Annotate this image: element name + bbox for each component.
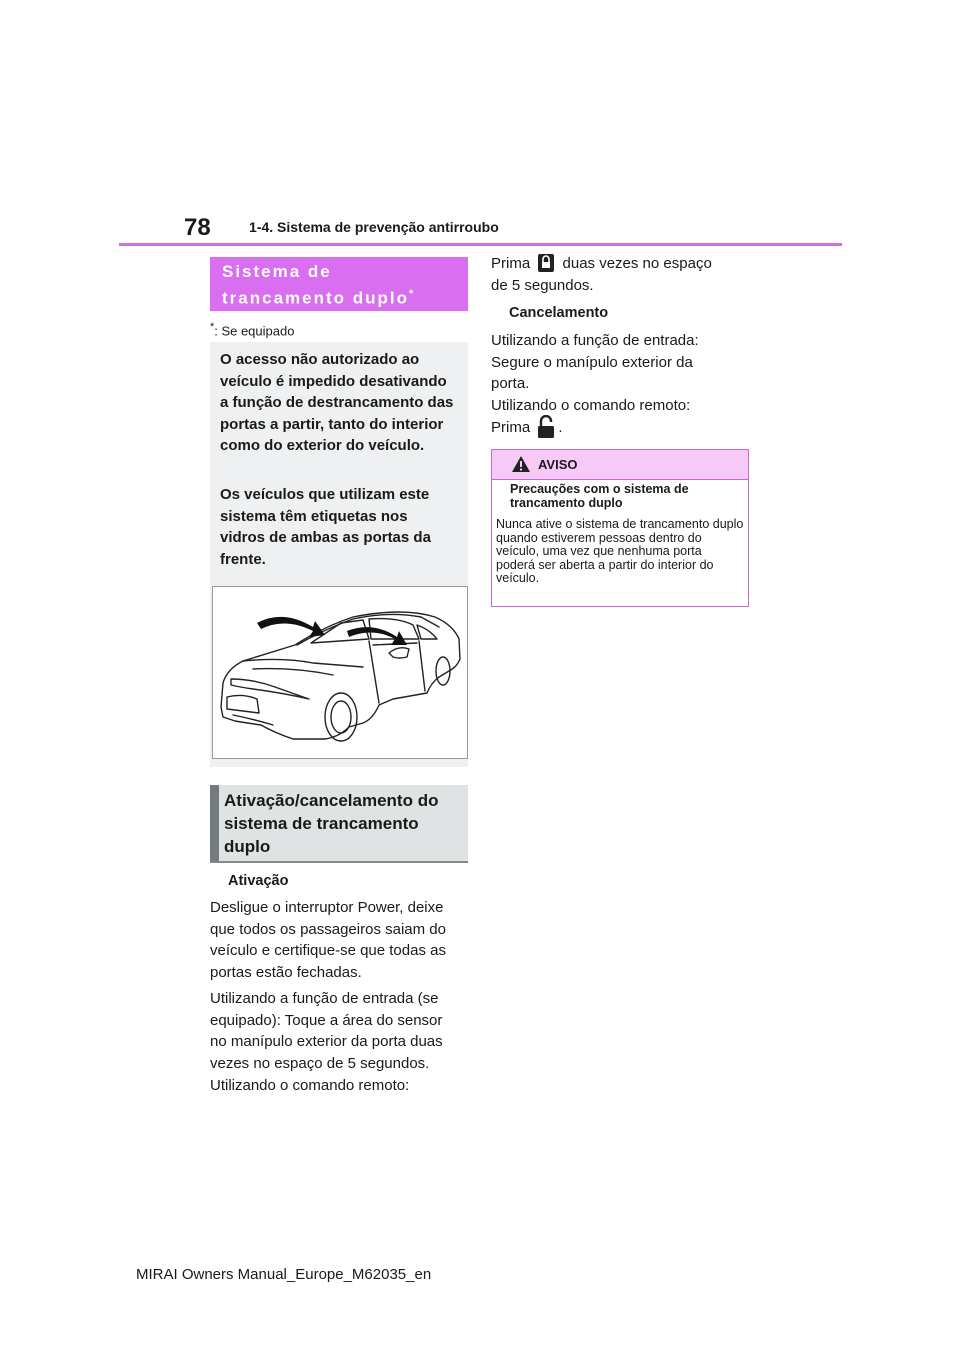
cancellation-paragraph: [491, 330, 749, 439]
section-heading-line2: trancamento duplo: [222, 288, 410, 308]
activation-paragraph-2: [210, 988, 468, 1097]
section-header: 1-4. Sistema de prevenção antirroubo: [249, 219, 499, 235]
cancellation-title: Cancelamento: [509, 305, 609, 321]
subsection-heading: [210, 785, 468, 863]
activation-title: Ativação: [228, 873, 289, 889]
lock-icon: [534, 251, 558, 273]
subsection-heading-title: Ativação/cancelamento do sistema de trancamento duplo: [224, 791, 439, 856]
cancel-press-prefix: Prima: [491, 418, 531, 436]
activation-line-5: Utilizando o comando remoto:: [210, 1076, 410, 1094]
cancellation-line-4: Utilizando o comando remoto:: [491, 397, 691, 415]
subsection-heading-bar: [210, 785, 219, 861]
unlock-icon: [534, 415, 558, 437]
press-suffix-1: duas vezes no espaço: [562, 255, 712, 272]
press-suffix-2: de 5 segundos.: [491, 277, 594, 295]
warning-subtitle: Precauções com o sistema de trancamento duplo: [510, 482, 689, 510]
cancellation-line-3: porta.: [491, 375, 530, 393]
cancellation-line-1: Utilizando a função de entrada:: [491, 332, 699, 349]
page-number: 78: [184, 214, 211, 241]
footer-text: MIRAI Owners Manual_Europe_M62035_en: [136, 1266, 432, 1283]
intro-paragraph-1: O acesso não autorizado ao veículo é impedido desativando a função de destrancamento das portas a partir, tanto do interior como do exterior do veículo.: [220, 351, 454, 455]
intro-paragraph-2: Os veículos que utilizam este sistema têm etiquetas nos vidros de ambas as portas da frente.: [220, 486, 431, 568]
activation-line-2: equipado): Toque a área do sensor: [210, 1011, 443, 1029]
header-rule: [119, 243, 842, 246]
press-prefix: Prima: [491, 255, 531, 272]
cancel-press-suffix: .: [558, 418, 563, 436]
section-heading-line1: Sistema de: [222, 262, 332, 281]
footnote-text: : Se equipado: [214, 323, 295, 339]
footnote: [210, 321, 294, 338]
section-heading-marker: *: [409, 288, 416, 300]
activation-press-paragraph: [491, 253, 749, 297]
activation-line-1: Utilizando a função de entrada (se: [210, 990, 439, 1007]
warning-header: [492, 450, 748, 480]
warning-text: Nunca ative o sistema de trancamento duplo quando estiverem pessoas dentro do veículo, uma vez que nenhuma porta poderá ser aberta a partir do interior do veículo.: [496, 517, 744, 585]
activation-paragraph-1: Desligue o interruptor Power, deixe que todos os passageiros saiam do veículo e certifique-se que todas as portas estão fechadas.: [210, 899, 446, 982]
section-heading: [210, 257, 468, 311]
activation-line-3: no manípulo exterior da porta duas: [210, 1033, 443, 1051]
footnote-marker: *: [210, 321, 215, 333]
activation-line-4: vezes no espaço de 5 segundos.: [210, 1055, 430, 1073]
car-drawing: [213, 587, 467, 758]
warning-box: [491, 449, 749, 607]
cancellation-line-2: Segure o manípulo exterior da: [491, 353, 693, 371]
warning-title: AVISO: [538, 457, 578, 472]
car-illustration: [212, 586, 468, 759]
warning-triangle-icon: [511, 455, 531, 478]
